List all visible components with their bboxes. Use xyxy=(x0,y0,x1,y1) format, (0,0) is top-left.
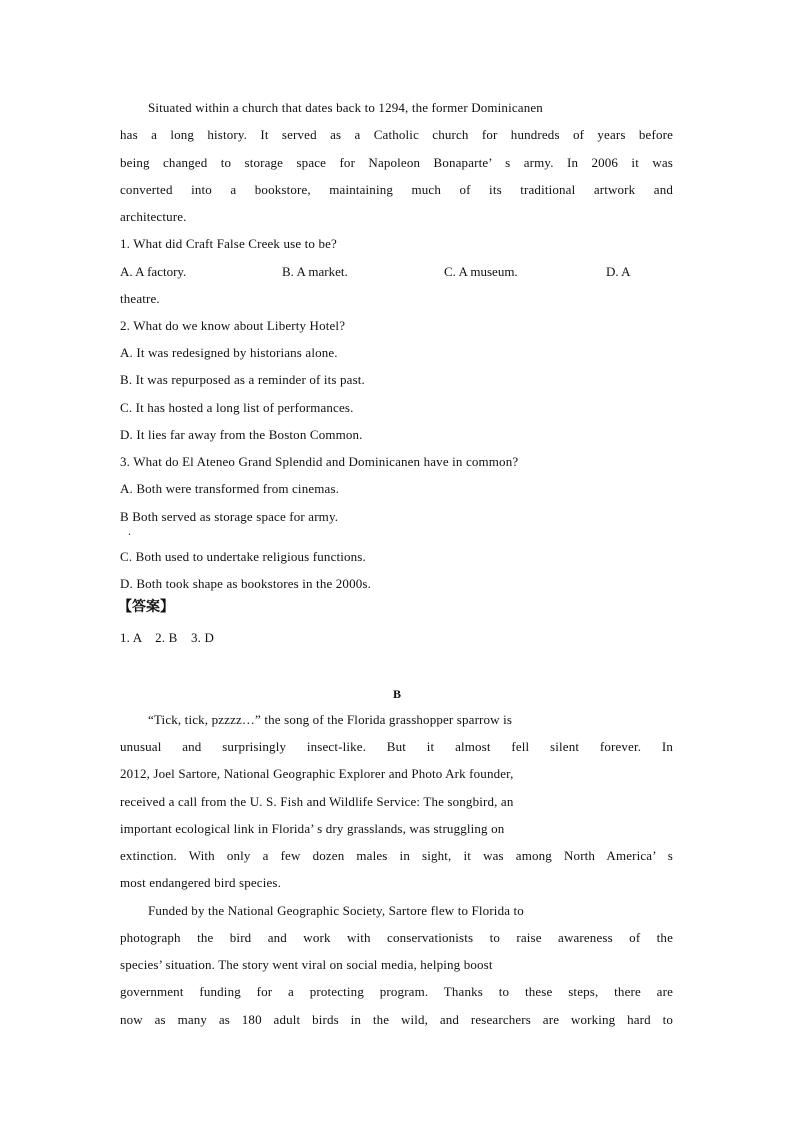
paragraph-line: has a long history. It served as a Catholic church for hundreds of years before xyxy=(120,127,673,142)
question-1-option-c: C. A museum. xyxy=(444,264,518,279)
stray-dot: . xyxy=(128,524,131,538)
answer-heading: 【答案】 xyxy=(118,599,174,615)
question-2-option-b: B. It was repurposed as a reminder of its past. xyxy=(120,372,365,387)
paragraph-line: received a call from the U. S. Fish and Wildlife Service: The songbird, an xyxy=(120,794,514,809)
paragraph-line: species’ situation. The story went viral on social media, helping boost xyxy=(120,957,493,972)
question-2-stem: 2. What do we know about Liberty Hotel? xyxy=(120,318,346,333)
paragraph-line: unusual and surprisingly insect-like. But it almost fell silent forever. In xyxy=(120,739,673,754)
paragraph-line: government funding for a protecting program. Thanks to these steps, there are xyxy=(120,984,673,999)
question-3-option-c: C. Both used to undertake religious functions. xyxy=(120,549,366,564)
question-2-option-c: C. It has hosted a long list of performances. xyxy=(120,400,354,415)
question-3-option-d: D. Both took shape as bookstores in the 2000s. xyxy=(120,576,371,591)
paragraph-line: Funded by the National Geographic Society, Sartore flew to Florida to xyxy=(148,903,524,918)
paragraph-line: extinction. With only a few dozen males in sight, it was among North America’ s xyxy=(120,848,673,863)
question-1-stem: 1. What did Craft False Creek use to be? xyxy=(120,236,337,251)
question-1-option-d: D. A xyxy=(606,264,631,279)
answer-text: 1. A 2. B 3. D xyxy=(120,630,215,645)
question-1-option-a: A. A factory. xyxy=(120,264,187,279)
paragraph-line: most endangered bird species. xyxy=(120,875,282,890)
section-title: B xyxy=(392,687,401,701)
paragraph-line: architecture. xyxy=(120,209,187,224)
paragraph-line: now as many as 180 adult birds in the wild, and researchers are working hard to xyxy=(120,1012,673,1027)
paragraph-line: “Tick, tick, pzzzz…” the song of the Florida grasshopper sparrow is xyxy=(148,712,513,727)
paragraph-line: photograph the bird and work with conservationists to raise awareness of the xyxy=(120,930,673,945)
question-3-stem: 3. What do El Ateneo Grand Splendid and Dominicanen have in common? xyxy=(120,454,519,469)
question-3-option-b: B Both served as storage space for army. xyxy=(120,509,339,524)
question-1-option-b: B. A market. xyxy=(282,264,348,279)
question-3-option-a: A. Both were transformed from cinemas. xyxy=(120,481,340,496)
paragraph-line: being changed to storage space for Napoleon Bonaparte’ s army. In 2006 it was xyxy=(120,155,673,170)
question-2-option-d: D. It lies far away from the Boston Common. xyxy=(120,427,363,442)
paragraph-line: 2012, Joel Sartore, National Geographic Explorer and Photo Ark founder, xyxy=(120,766,514,781)
question-1-option-d-wrap: theatre. xyxy=(120,291,160,306)
question-2-option-a: A. It was redesigned by historians alone. xyxy=(120,345,338,360)
paragraph-line: Situated within a church that dates back to 1294, the former Dominicanen xyxy=(148,100,543,115)
paragraph-line: converted into a bookstore, maintaining much of its traditional artwork and xyxy=(120,182,673,197)
paragraph-line: important ecological link in Florida’ s dry grasslands, was struggling on xyxy=(120,821,505,836)
